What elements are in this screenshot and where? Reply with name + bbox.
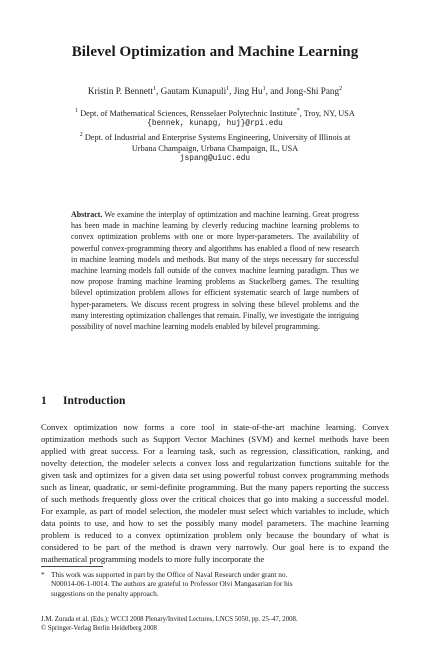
author-name: Jong-Shi Pang [285,86,340,96]
author-list: Kristin P. Bennett$^1$, Gautam Kunapuli$^1$, Jing Hu$^1$, and Jong-Shi Pang$^2$ [87,85,343,96]
publication-copyright: © Springer-Verlag Berlin Heidelberg 2008 [41,625,157,632]
footnote [41,570,389,598]
abstract [71,209,359,332]
affiliation-mark: 1 [75,108,79,115]
paper-title: Bilevel Optimization and Machine Learning [71,44,359,60]
author-affiliation-mark: 1 [152,85,156,92]
author-affiliation-mark: 1 [262,85,266,92]
footnote-line-1 [41,570,389,579]
footnote-divider [41,566,103,567]
affiliation-2-text: Dept. of Industrial and Enterprise Systems Engineering, University of Illinois at [84,133,351,142]
affiliation-2 [40,132,390,165]
author-affiliation-mark: 2 [339,85,343,92]
abstract-label: Abstract. [71,210,103,219]
affiliation-1-text: Dept. of Mathematical Sciences, Rensselaer Polytechnic Institute [80,109,297,118]
affiliation-mark: 2 [79,132,83,139]
section-number: 1 [41,395,47,407]
author-name: Kristin P. Bennett [87,86,153,96]
affiliation-1-email: {bennek, kunapg, huj}@rpi.edu [147,120,283,128]
footnote-star-mark: * [296,108,300,115]
author-name: Gautam Kunapuli [160,86,227,96]
affiliation-2-line-1 [40,132,390,143]
affiliation-1-line [40,108,390,119]
footnote-line-2: N00014-06-1-0014. The authors are grateful to Professor Olvi Mangasarian for his [51,579,293,589]
author-affiliation-mark: 1 [226,85,230,92]
section-heading [41,395,125,407]
section-body: Convex optimization now forms a core tool in state-of-the-art machine learning. Convex optimization methods such as Support Vector Machines (SVM) and kernel methods have been applied with great success. For a learning task, such as regression, classification, ranking, and novelty detection, the modeler selects a convex loss and regularization functions suitable for the given task and optimizes for a given data set using powerful robust convex programming methods such as linear, quadratic, or semi-definite programming. But the many papers reporting the success of such methods frequently gloss over the critical choices that go into making a successful model. For example, as part of model selection, the modeler must select which variables to include, which data points to use, and how to set the possibly many model parameters. The machine learning problem is reduced to a convex optimization problem only because the boundary of what is considered to be part of the method is drawn very narrowly. Our goal here is to expand the mathematical programming models to more fully incorporate the [41,422,389,564]
footnote-line-3: suggestions on the penalty approach. [51,588,159,598]
abstract-text: We examine the interplay of optimization and machine learning. Great progress has been made in machine learning by cleverly reducing machine learning problems to convex optimization problems with one or more hyper-parameters. The availability of powerful convex-programming theory and algorithms has enabled a flood of new research in machine learning models and methods. But many of the steps necessary for successful machine learning models fall outside of the convex machine learning paradigm. Thus we now propose framing machine learning problems as Stackelberg games. The resulting bilevel optimization problem allows for efficient systematic search of large numbers of hyper-parameters. We discuss recent progress in solving these bilevel problems and the many interesting optimization challenges that remain. Finally, we investigate the intriguing possibility of novel machine learning models enabled by bilevel programming. [71,210,359,332]
affiliation-1 [40,108,390,130]
publication-info [41,615,298,633]
footnote-text-1: This work was supported in part by the Office of Naval Research under grant no. [51,570,288,579]
author-name: Jing Hu [233,86,263,96]
publication-citation: J.M. Zurada et al. (Eds.): WCCI 2008 Plenary/Invited Lectures, LNCS 5050, pp. 25–47, 2008. [41,616,298,623]
affiliation-2-line-2: Urbana Champaign, Urbana Champaign, IL, USA [131,144,299,153]
section-title: Introduction [63,395,126,407]
affiliation-1-location: , Troy, NY, USA [299,109,355,118]
affiliation-2-email: jspang@uiuc.edu [179,155,251,163]
footnote-mark: * [41,570,45,579]
